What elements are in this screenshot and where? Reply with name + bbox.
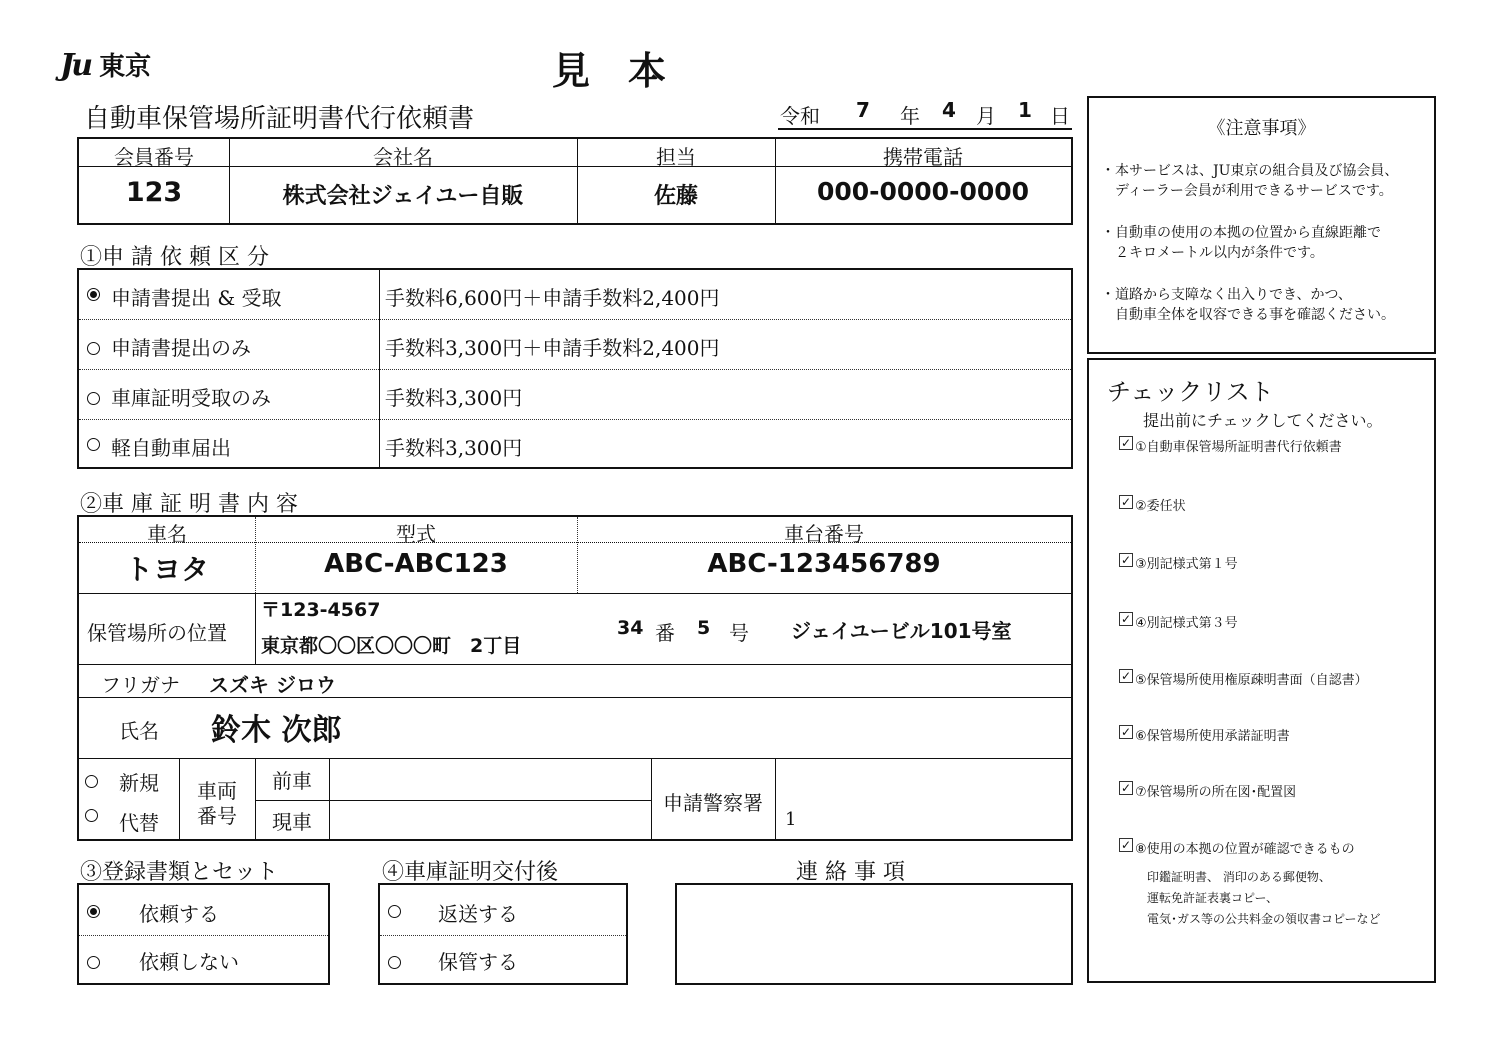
- option-fee: 手数料3,300円＋申請手数料2,400円: [385, 336, 720, 360]
- option-label: 依頼しない: [139, 950, 239, 974]
- checklist-item[interactable]: [1119, 838, 1419, 856]
- contact-title: 連 絡 事 項: [796, 860, 905, 885]
- address-ban-number[interactable]: 34: [617, 617, 644, 639]
- contact-field[interactable]: [675, 883, 1073, 985]
- replace-option[interactable]: [79, 801, 179, 837]
- new-option[interactable]: [79, 761, 179, 797]
- checkbox[interactable]: ✓: [1120, 838, 1132, 852]
- section2-title: ②車 庫 証 明 書 内 容: [80, 492, 298, 517]
- checklist-label: ⑧使用の本拠の位置が確認できるもの: [1135, 842, 1355, 857]
- checklist-item[interactable]: [1119, 612, 1419, 630]
- ju-logo-mark: Ju: [60, 48, 91, 83]
- application-option-row[interactable]: [79, 420, 1071, 467]
- radio-button[interactable]: [87, 956, 100, 969]
- date-field: [778, 98, 1072, 130]
- option-label: 申請書提出のみ: [111, 336, 251, 360]
- application-option-row[interactable]: [79, 270, 1071, 319]
- checklist-item[interactable]: [1119, 495, 1419, 513]
- name-value[interactable]: 鈴木 次郎: [211, 713, 342, 748]
- application-option-row[interactable]: [79, 370, 1071, 419]
- application-option-row[interactable]: [79, 320, 1071, 369]
- model-value[interactable]: ABC-ABC123: [324, 549, 508, 579]
- furigana-label: フリガナ: [101, 673, 180, 697]
- staff-header: 担当: [656, 145, 696, 169]
- checkbox[interactable]: ✓: [1120, 436, 1132, 450]
- checkbox[interactable]: ✓: [1120, 781, 1132, 795]
- date-era: 令和: [780, 104, 820, 128]
- application-type-table: [77, 268, 1073, 469]
- address-ban-unit: 番: [655, 621, 675, 645]
- checklist-sub-item: 運転免許証表裏コピー、: [1147, 891, 1279, 905]
- checklist-label: ⑤保管場所使用権原疎明書面（自認書）: [1135, 673, 1368, 688]
- police-station-value[interactable]: 1: [785, 809, 797, 830]
- date-year[interactable]: 7: [856, 98, 870, 122]
- checkbox[interactable]: ✓: [1120, 612, 1132, 626]
- note-item: 自動車全体を収容できる事を確認ください。: [1101, 307, 1395, 323]
- vehicle-number-label-2: 番号: [197, 804, 237, 828]
- note-item: ・道路から支障なく出入りでき、かつ、: [1101, 287, 1352, 303]
- option-fee: 手数料6,600円＋申請手数料2,400円: [385, 286, 720, 310]
- checklist-sub-item: 電気･ガス等の公共料金の領収書コピーなど: [1147, 912, 1381, 926]
- checkbox[interactable]: ✓: [1120, 553, 1132, 567]
- checklist-item[interactable]: [1119, 781, 1419, 799]
- checklist-panel: [1087, 358, 1436, 983]
- date-day[interactable]: 1: [1018, 98, 1032, 122]
- checklist-item[interactable]: [1119, 725, 1419, 743]
- checklist-label: ④別記様式第３号: [1135, 616, 1238, 631]
- keep-option[interactable]: [380, 936, 626, 983]
- checkbox[interactable]: ✓: [1120, 669, 1132, 683]
- after-issue-table: [378, 883, 628, 985]
- furigana-value[interactable]: スズキ ジロウ: [209, 673, 336, 697]
- radio-button[interactable]: [87, 905, 100, 918]
- chassis-number-value[interactable]: ABC-123456789: [707, 549, 941, 579]
- radio-button[interactable]: [87, 392, 100, 405]
- checklist-title: チェックリスト: [1107, 378, 1274, 406]
- form-title: 自動車保管場所証明書代行依頼書: [84, 104, 475, 134]
- option-fee: 手数料3,300円: [385, 386, 523, 410]
- radio-button[interactable]: [87, 288, 100, 301]
- checklist-label: ②委任状: [1135, 499, 1186, 514]
- option-label: 軽自動車届出: [111, 436, 231, 460]
- address-city[interactable]: 東京都〇〇区〇〇〇町 2丁目: [261, 635, 522, 657]
- mobile-value[interactable]: 000-0000-0000: [816, 177, 1030, 206]
- chassis-number-header: 車台番号: [784, 522, 864, 546]
- radio-button[interactable]: [87, 342, 100, 355]
- checkbox[interactable]: ✓: [1120, 725, 1132, 739]
- new-label: 新規: [119, 771, 159, 795]
- option-label: 返送する: [438, 902, 518, 926]
- request-option[interactable]: [79, 885, 328, 935]
- option-label: 依頼する: [139, 902, 219, 926]
- note-item: ・本サービスは、JU東京の組合員及び協会員、: [1101, 163, 1399, 179]
- section1-title: ①申 請 依 頼 区 分: [80, 245, 269, 270]
- previous-car-label: 前車: [272, 769, 312, 793]
- option-label: 保管する: [438, 950, 518, 974]
- section3-title: ③登録書類とセット: [80, 860, 279, 885]
- postal-code[interactable]: 〒123-4567: [261, 599, 381, 621]
- ju-logo: [60, 46, 151, 83]
- sample-stamp: 見 本: [552, 49, 667, 93]
- staff-value[interactable]: 佐藤: [653, 184, 698, 209]
- notes-title: 《注意事項》: [1207, 118, 1316, 139]
- checklist-subtitle: 提出前にチェックしてください。: [1143, 411, 1383, 430]
- option-label: 申請書提出 & 受取: [111, 286, 282, 310]
- checklist-item[interactable]: [1119, 553, 1419, 571]
- date-day-unit: 日: [1050, 104, 1070, 128]
- address-go-unit: 号: [729, 621, 749, 645]
- option-fee: 手数料3,300円: [385, 436, 523, 460]
- current-car-label: 現車: [272, 810, 312, 834]
- date-month-unit: 月: [976, 104, 996, 128]
- current-car-field[interactable]: [330, 801, 650, 838]
- member-number-value[interactable]: 123: [125, 177, 183, 208]
- mobile-header: 携帯電話: [883, 145, 963, 169]
- checklist-item[interactable]: [1119, 436, 1419, 454]
- replace-label: 代替: [119, 811, 159, 835]
- radio-button[interactable]: [87, 438, 100, 451]
- model-header: 型式: [396, 522, 436, 546]
- checklist-item[interactable]: [1119, 669, 1429, 687]
- checklist-label: ③別記様式第１号: [1135, 557, 1238, 572]
- company-name-header: 会社名: [373, 145, 433, 169]
- option-label: 車庫証明受取のみ: [111, 386, 271, 410]
- checkbox[interactable]: ✓: [1120, 495, 1132, 509]
- garage-certificate-table: [77, 515, 1073, 841]
- checklist-sub-item: 印鑑証明書、 消印のある郵便物、: [1147, 870, 1331, 884]
- section4-title: ④車庫証明交付後: [382, 860, 559, 885]
- note-item: ・自動車の使用の本拠の位置から直線距離で: [1101, 225, 1381, 241]
- address-building[interactable]: ジェイユービル101号室: [791, 619, 1012, 643]
- car-name-value[interactable]: トヨタ: [124, 553, 209, 586]
- radio-button[interactable]: [85, 809, 98, 822]
- radio-button[interactable]: [85, 775, 98, 788]
- checklist-label: ⑥保管場所使用承諾証明書: [1135, 729, 1290, 744]
- note-item: ２キロメートル以内が条件です。: [1101, 245, 1324, 261]
- note-item: ディーラー会員が利用できるサービスです。: [1101, 183, 1393, 199]
- police-station-label: 申請警察署: [663, 791, 763, 815]
- location-label: 保管場所の位置: [87, 621, 227, 645]
- notes-panel: [1087, 96, 1436, 354]
- radio-button[interactable]: [388, 905, 401, 918]
- vehicle-number-label-1: 車両: [197, 779, 237, 803]
- address-go-number[interactable]: 5: [697, 617, 711, 639]
- no-request-option[interactable]: [79, 936, 328, 983]
- ju-logo-text: 東京: [99, 52, 152, 82]
- company-name-value[interactable]: 株式会社ジェイユー自販: [282, 184, 524, 209]
- radio-button[interactable]: [388, 956, 401, 969]
- checklist-label: ①自動車保管場所証明書代行依頼書: [1135, 440, 1342, 455]
- date-month[interactable]: 4: [942, 98, 956, 122]
- registration-set-table: [77, 883, 330, 985]
- previous-car-field[interactable]: [330, 759, 650, 799]
- car-name-header: 車名: [147, 522, 187, 546]
- return-option[interactable]: [380, 885, 626, 935]
- name-label: 氏名: [119, 719, 159, 743]
- date-year-unit: 年: [900, 104, 920, 128]
- member-table: [77, 137, 1073, 225]
- checklist-label: ⑦保管場所の所在図･配置図: [1135, 785, 1297, 800]
- member-number-header: 会員番号: [114, 145, 194, 169]
